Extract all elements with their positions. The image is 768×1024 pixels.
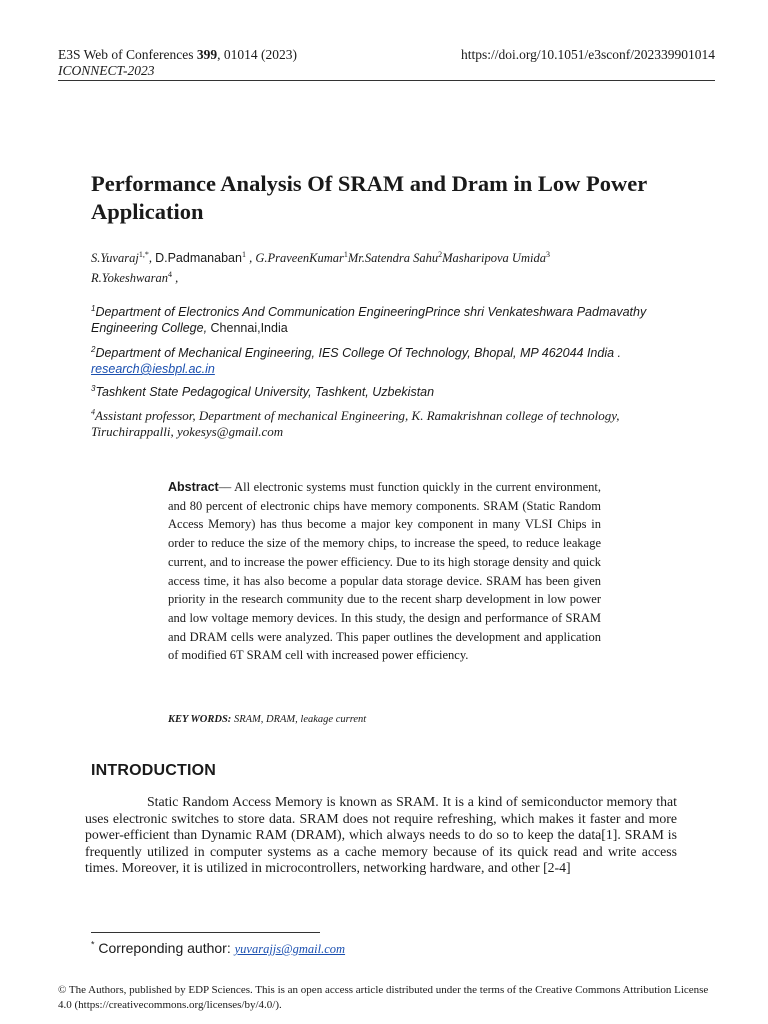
affiliation-email-link[interactable]: research@iesbpl.ac.in — [91, 362, 215, 376]
author-affiliation-marker: 1 — [241, 249, 246, 259]
journal-citation — [58, 47, 297, 63]
author-separator: , — [171, 271, 179, 285]
affiliation-3 — [91, 384, 691, 400]
author-affiliation-marker: 3 — [545, 249, 550, 259]
conference-name: ICONNECT-2023 — [58, 63, 155, 78]
keywords — [168, 714, 366, 725]
journal-volume: 399 — [196, 47, 218, 62]
author-separator: , — [148, 251, 156, 265]
header-divider — [58, 80, 715, 81]
abstract-label: Abstract — [168, 480, 219, 494]
author-name: S.Yuvaraj — [91, 251, 139, 265]
paper-title: Performance Analysis Of SRAM and Dram in Low Power Application — [91, 171, 647, 224]
introduction-text: Static Random Access Memory is known as SRAM. It is a kind of semiconductor memory that uses electronic switches to store data. SRAM does not require refreshing, which makes it faster and more power-efficient than Dynamic RAM (DRAM), which always needs to do so to keep the data[1]. SRAM is frequently utilized in computer systems as a cache memory because of its quick read and write access times. Moreover, it is utilized in microcontrollers, networking hardware, and other [2-4] — [85, 794, 677, 875]
author-separator: , — [245, 251, 256, 265]
affiliation-text: Department of Electronics And Communication EngineeringPrince shri Venkateshwara Padmavathy Engineering College, — [91, 305, 647, 335]
author-affiliation-marker: 1 — [343, 249, 348, 259]
affiliation-text: Department of Mechanical Engineering, IES College Of Technology, Bhopal, MP 462044 India . — [95, 346, 622, 360]
affiliation-marker: 3 — [91, 383, 96, 393]
author-name: G.PraveenKumar — [255, 251, 344, 265]
author-name: Masharipova Umida — [442, 251, 546, 265]
affiliation-marker: 4 — [91, 407, 95, 417]
author-list — [91, 248, 691, 288]
keywords-text: SRAM, DRAM, leakage current — [231, 714, 367, 725]
affiliation-marker: 2 — [91, 344, 96, 354]
author-affiliation-marker: 1,* — [138, 249, 149, 259]
doi-link[interactable]: https://doi.org/10.1051/e3sconf/202339901014 — [461, 47, 715, 62]
affiliation-text: Tashkent State Pedagogical University, Tashkent, Uzbekistan — [95, 385, 435, 399]
footnote-corresponding-author — [91, 940, 345, 957]
footnote-marker: * — [91, 939, 95, 950]
author-affiliation-marker: 2 — [438, 249, 443, 259]
author-name: R.Yokeshwaran — [91, 271, 168, 285]
affiliation-marker: 1 — [91, 303, 96, 313]
affiliation-4 — [91, 408, 691, 440]
corresponding-author-email-link[interactable]: yuvarajjs@gmail.com — [234, 942, 346, 956]
author-name: D.Padmanaban — [155, 251, 242, 265]
affiliation-text: Assistant professor, Department of mechanical Engineering, K. Ramakrishnan college of technology, Tiruchirappalli, yokesys@gmail.com — [91, 408, 620, 439]
license-notice: © The Authors, published by EDP Sciences. This is an open access article distributed under the terms of the Creative Commons Attribution License 4.0 (https://creativecommons.org/licenses/by/4.0/). — [58, 984, 709, 1011]
abstract-text: All electronic systems must function quickly in the current environment, and 80 percent of electronic chips have memory components. SRAM (Static Random Access Memory) has thus become a major key component in many VLSI Chips in order to reduce the size of the memory chips, to increase the speed, to reduce leakage current, and to increase the power efficiency. Due to its high storage density and quick access time, it has also become a popular data storage device. SRAM has been given priority in the research community due to the recent sharp development in low power and low voltage memory devices. In this study, the design and performance of SRAM and DRAM cells were analyzed. This paper outlines the development and application of modified 6T SRAM cell with increased power efficiency. — [168, 480, 601, 663]
introduction-body — [85, 794, 677, 877]
keywords-label: KEY WORDS: — [168, 714, 232, 725]
footnote-label: Correponding author: — [94, 940, 235, 956]
abstract-dash: –– — [218, 480, 235, 494]
section-heading-introduction: INTRODUCTION — [91, 762, 217, 779]
abstract — [168, 478, 601, 665]
author-affiliation-marker: 4 — [167, 269, 172, 279]
affiliation-2 — [91, 345, 691, 377]
footnote-divider — [91, 932, 320, 933]
article-info: , 01014 (2023) — [217, 47, 298, 62]
affiliation-location: Chennai,India — [210, 321, 288, 335]
affiliation-1 — [91, 304, 691, 336]
author-name: Mr.Satendra Sahu — [347, 251, 439, 265]
journal-prefix: E3S Web of Conferences — [58, 47, 197, 62]
